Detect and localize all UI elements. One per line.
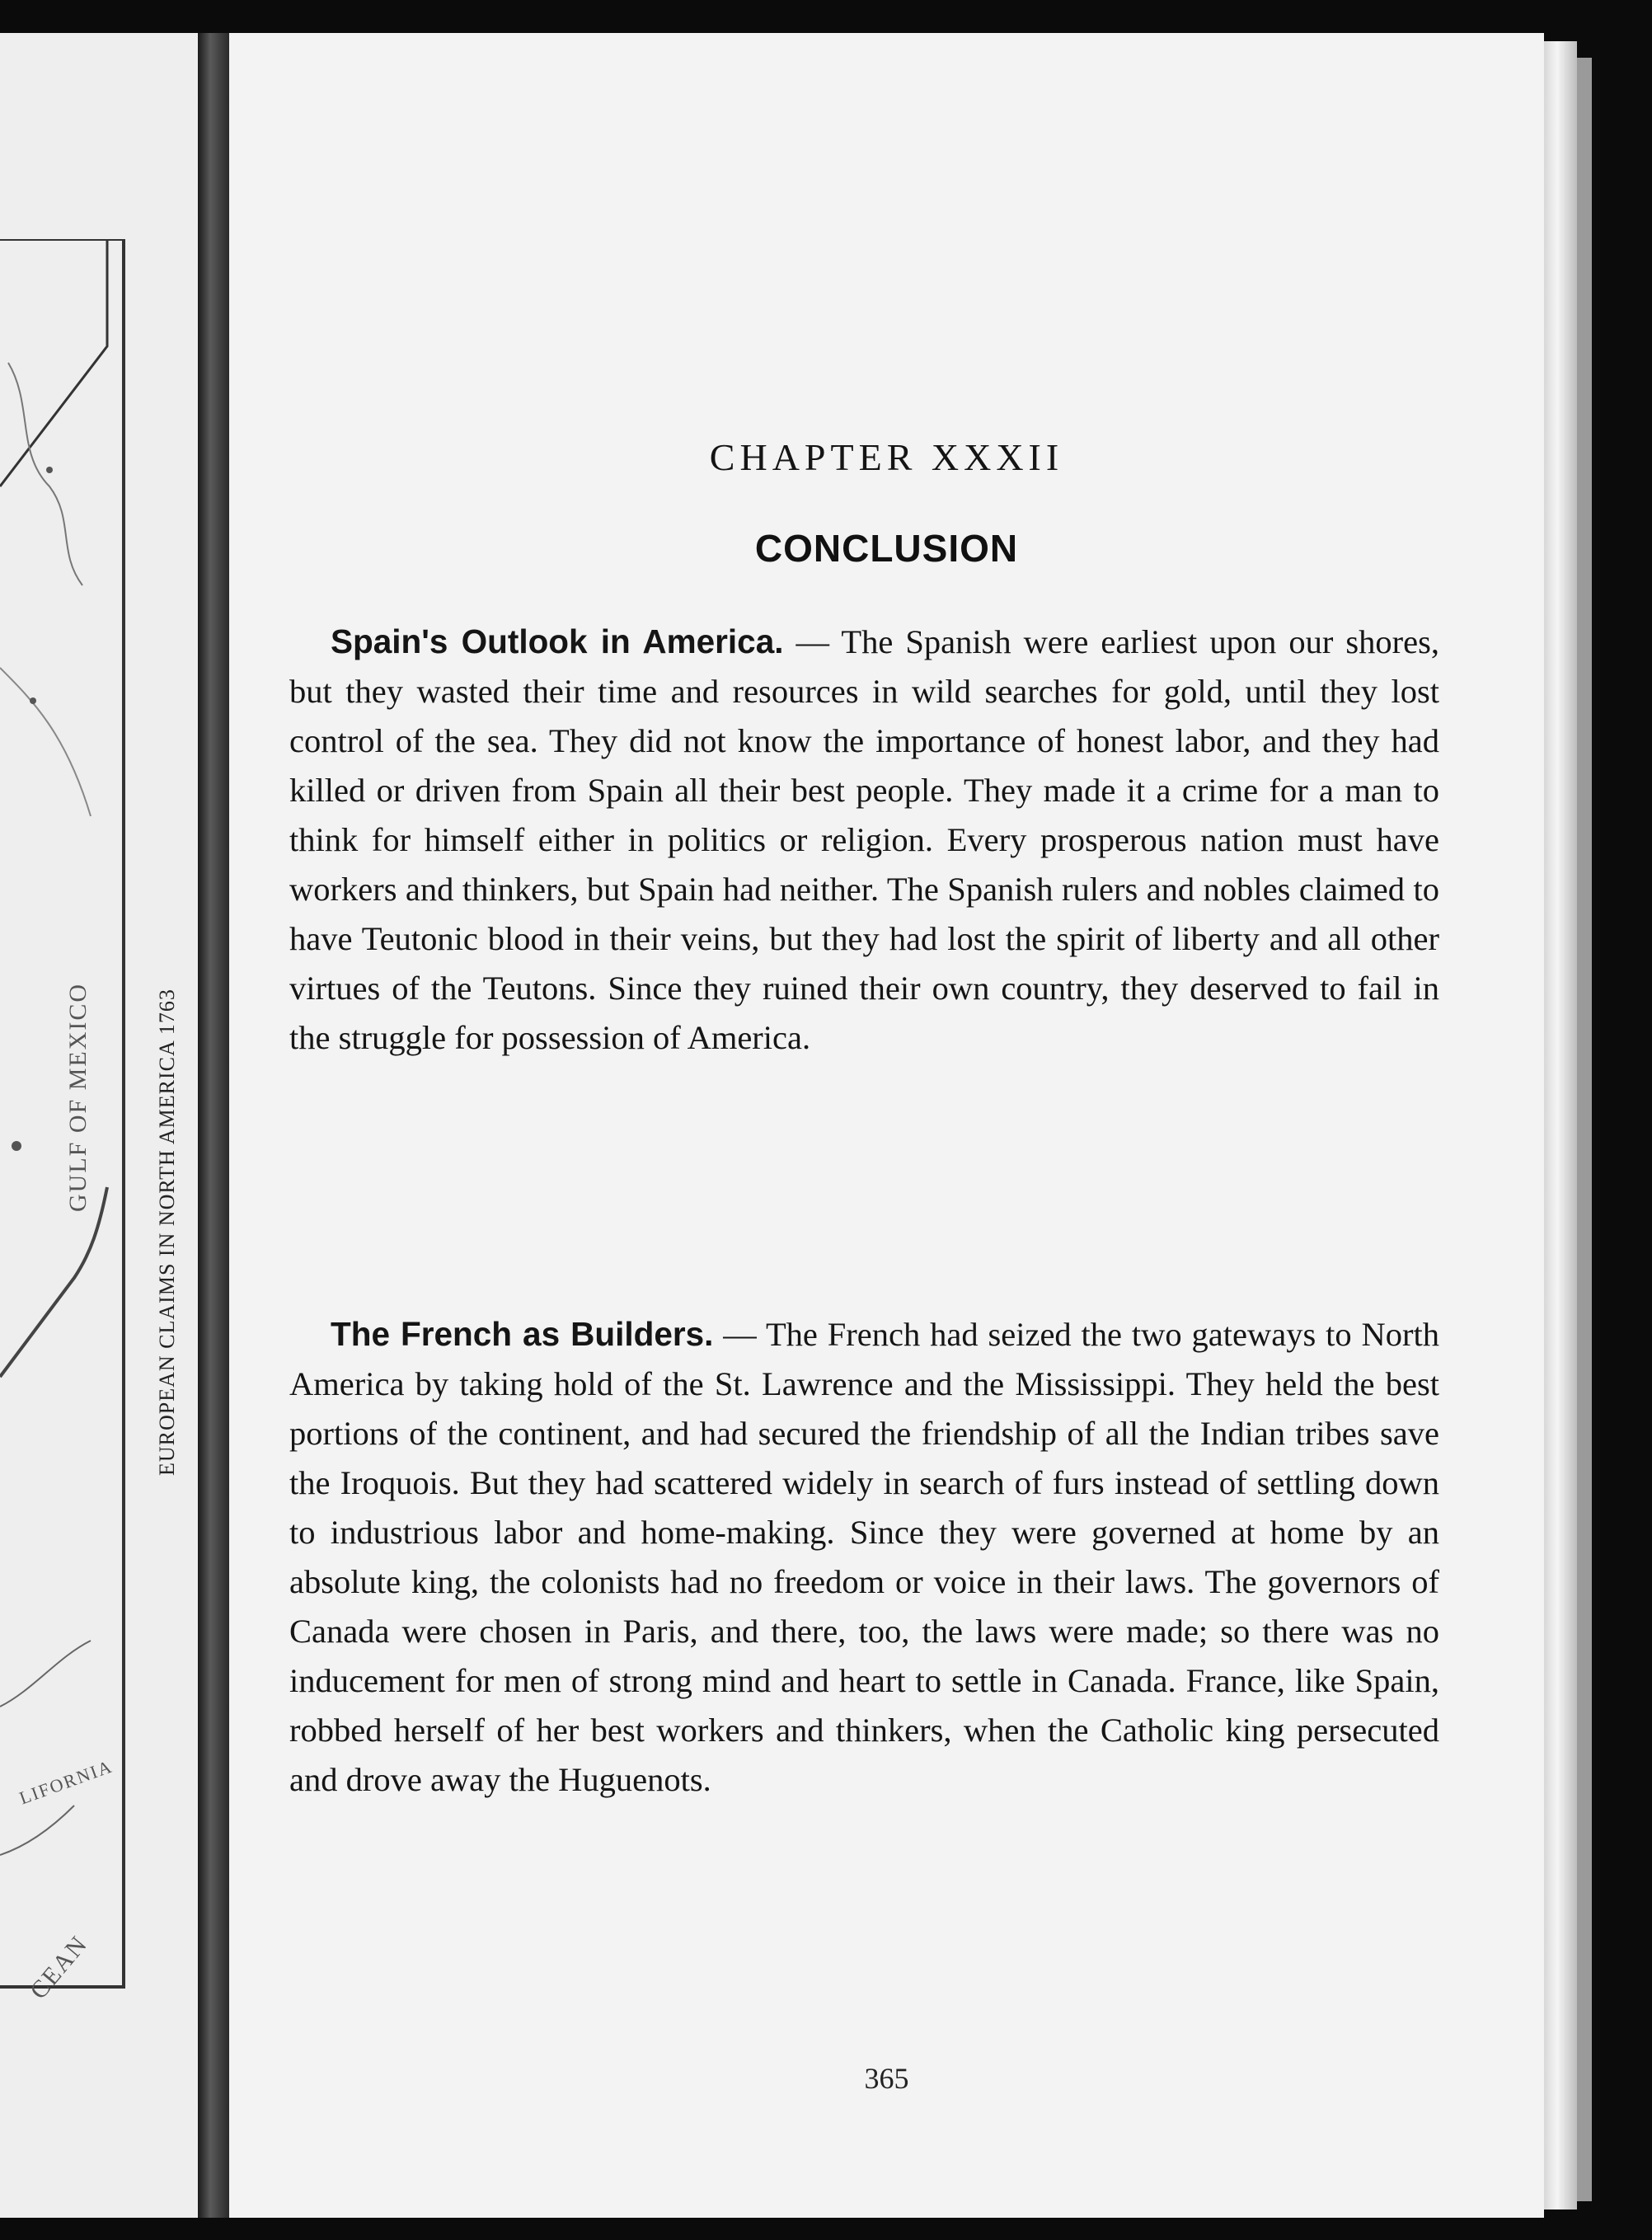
- page-edges: [1544, 41, 1577, 2209]
- section-heading-spain: Spain's Outlook in America.: [331, 622, 784, 660]
- book-spine: [198, 33, 229, 2218]
- left-page: [0, 33, 198, 2218]
- section-text-spain: The Spanish were earliest upon our shores, but they wasted their time and resources in wild searches for gold, until they lost control of the sea. They did not know the importance of honest labor, and they had killed or driven from Spain all their best people. They made it a crime for a man to think for himself either in politics or religion. Every prosperous nation must have workers and thinkers, but Spain had neither. The Spanish rulers and nobles claimed to have Teutonic blood in their veins, but they had lost the spirit of liberty and all other virtues of the Teutons. Since they ruined their own country, they deserved to fail in the struggle for possession of America.: [289, 623, 1439, 1056]
- page-number: 365: [864, 2062, 909, 2095]
- section-paragraph-spain: [289, 617, 1439, 1063]
- map-label-ocean: CEAN: [25, 1930, 93, 2005]
- section-dash: —: [783, 623, 842, 660]
- map-title-vertical: EUROPEAN CLAIMS IN NORTH AMERICA 1763: [155, 989, 179, 1476]
- section-paragraph-french: [289, 1309, 1439, 1805]
- chapter-title: CONCLUSION: [754, 527, 1019, 570]
- section-heading-french: The French as Builders.: [331, 1315, 714, 1353]
- chapter-number: CHAPTER XXXII: [709, 436, 1064, 478]
- page-edges-shadow: [1577, 58, 1592, 2201]
- map-label-california: LIFORNIA: [16, 1755, 116, 1809]
- section-dash: —: [713, 1316, 766, 1353]
- section-text-french: The French had seized the two gateways to North America by taking hold of the St. Lawrence and the Mississippi. They held the best portions of the continent, and had secured the friendship of all the Indian tribes save the Iroquois. But they had scattered widely in search of furs instead of settling down to industrious labor and home-making. Since they were governed at home by an absolute king, the colonists had no freedom or voice in their laws. The governors of Canada were chosen in Paris, and there, too, the laws were made; so there was no inducement for men of strong mind and heart to settle in Canada. France, like Spain, robbed herself of her best workers and thinkers, when the Catholic king persecuted and drove away the Huguenots.: [289, 1316, 1439, 1798]
- map-label-gulf: GULF OF MEXICO: [64, 982, 92, 1212]
- book-page: [229, 33, 1544, 2218]
